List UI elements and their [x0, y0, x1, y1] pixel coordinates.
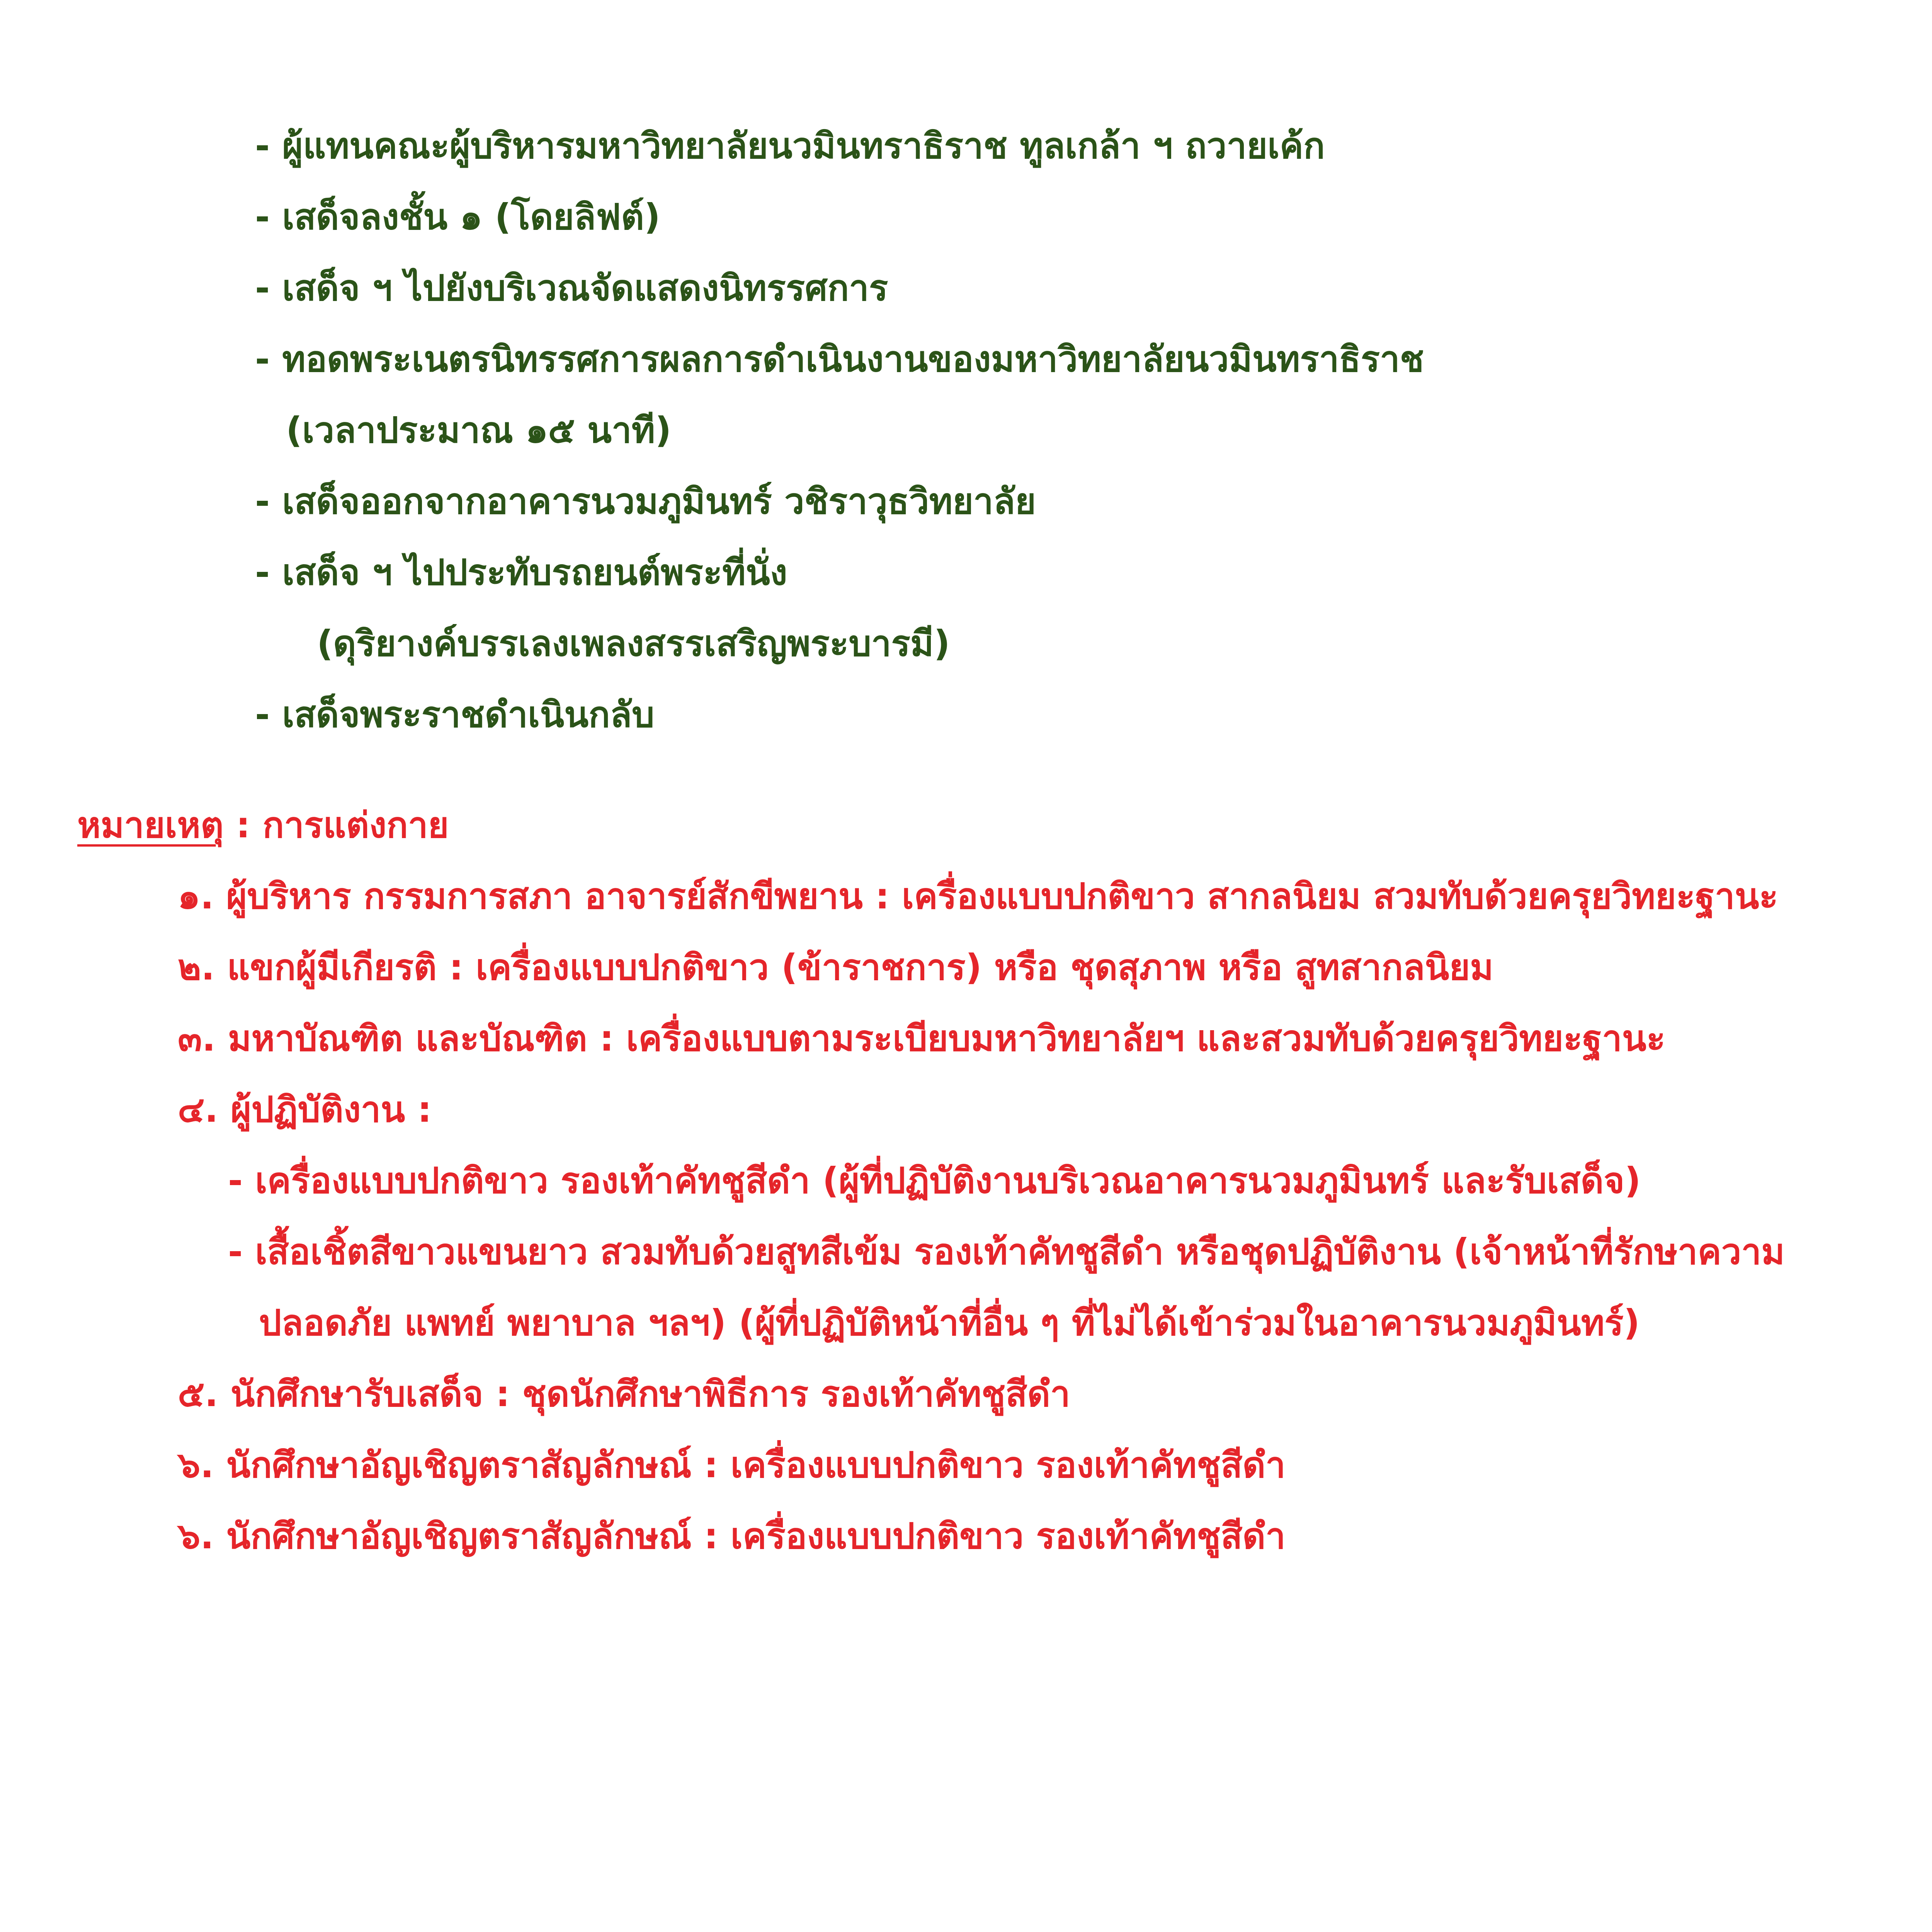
schedule-item: (ดุริยางค์บรรเลงเพลงสรรเสริญพระบารมี) [317, 623, 950, 664]
schedule-item: - ทอดพระเนตรนิทรรศการผลการดำเนินงานของมหาวิทยาลัยนวมินทราธิราช [255, 338, 1424, 380]
schedule-item: (เวลาประมาณ ๑๕ นาที) [286, 410, 672, 451]
remark-item: ๔. ผู้ปฏิบัติงาน : [178, 1089, 432, 1130]
schedule-item: - ผู้แทนคณะผู้บริหารมหาวิทยาลัยนวมินทราธิราช ทูลเกล้า ฯ ถวายเค้ก [255, 125, 1325, 167]
remark-item: ๓. มหาบัณฑิต และบัณฑิต : เครื่องแบบตามระเบียบมหาวิทยาลัยฯ และสวมทับด้วยครุยวิทยะฐานะ [178, 1018, 1666, 1059]
schedule-item: - เสด็จลงชั้น ๑ (โดยลิฟต์) [255, 196, 660, 238]
remark-subitem: - เครื่องแบบปกติขาว รองเท้าคัทชูสีดำ (ผู้ที่ปฏิบัติงานบริเวณอาคารนวมภูมินทร์ และรับเสด็จ) [228, 1160, 1641, 1201]
remark-subitem: ปลอดภัย แพทย์ พยาบาล ฯลฯ) (ผู้ที่ปฏิบัติหน้าที่อื่น ๆ ที่ไม่ได้เข้าร่วมในอาคารนวมภูมินทร์) [259, 1302, 1640, 1344]
remark-item: ๑. ผู้บริหาร กรรมการสภา อาจารย์สักขีพยาน : เครื่องแบบปกติขาว สากลนิยม สวมทับด้วยครุยวิทยะฐานะ [178, 876, 1778, 917]
remark-heading-text: : การแต่งกาย [223, 804, 449, 846]
schedule-item: - เสด็จพระราชดำเนินกลับ [255, 694, 655, 735]
remark-item: ๕. นักศึกษารับเสด็จ : ชุดนักศึกษาพิธีการ รองเท้าคัทชูสีดำ [178, 1373, 1070, 1415]
remark-item: ๖. นักศึกษาอัญเชิญตราสัญลักษณ์ : เครื่องแบบปกติขาว รองเท้าคัทชูสีดำ [178, 1515, 1286, 1557]
schedule-item: - เสด็จ ฯ ไปยังบริเวณจัดแสดงนิทรรศการ [255, 267, 888, 309]
remark-item: ๒. แขกผู้มีเกียรติ : เครื่องแบบปกติขาว (ข้าราชการ) หรือ ชุดสุภาพ หรือ สูทสากลนิยม [178, 947, 1493, 988]
schedule-item: - เสด็จออกจากอาคารนวมภูมินทร์ วชิราวุธวิทยาลัย [255, 481, 1036, 522]
remark-subitem: - เสื้อเชิ้ตสีขาวแขนยาว สวมทับด้วยสูทสีเข้ม รองเท้าคัทชูสีดำ หรือชุดปฏิบัติงาน (เจ้าหน้าที่รักษาความ [228, 1231, 1785, 1272]
schedule-item: - เสด็จ ฯ ไปประทับรถยนต์พระที่นั่ง [255, 552, 787, 593]
remark-label: หมายเหตุ [77, 804, 224, 846]
remark-heading [77, 804, 449, 846]
remark-item: ๖. นักศึกษาอัญเชิญตราสัญลักษณ์ : เครื่องแบบปกติขาว รองเท้าคัทชูสีดำ [178, 1444, 1286, 1486]
